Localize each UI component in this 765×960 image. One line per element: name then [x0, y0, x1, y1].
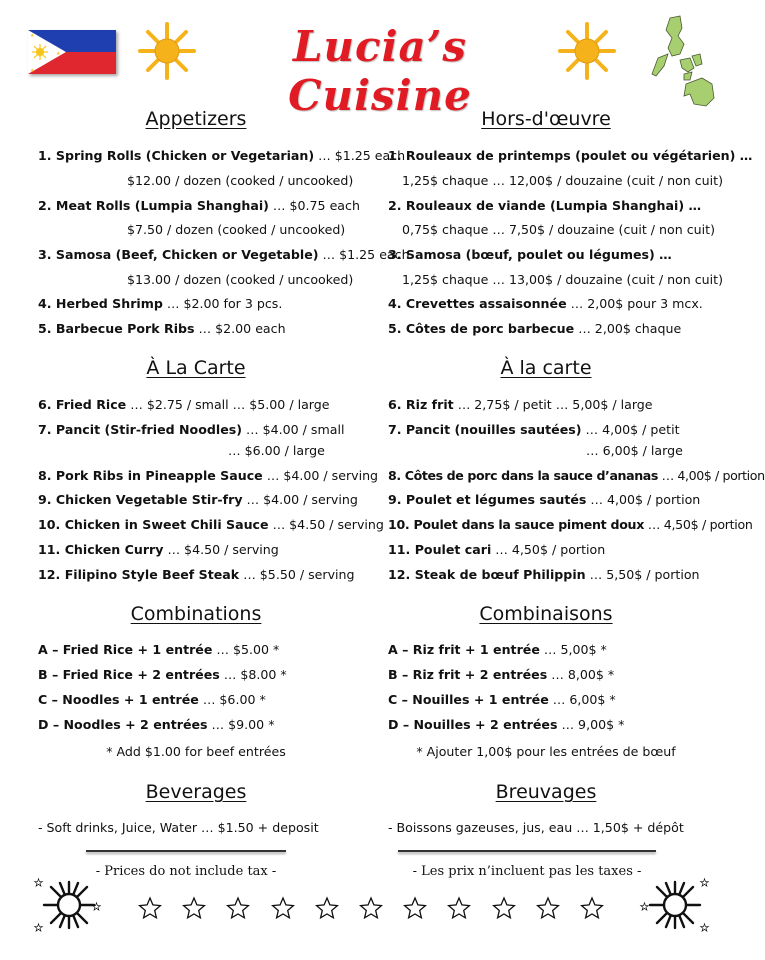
menu-item: 1. Spring Rolls (Chicken or Vegetarian) … $1.25 each — [38, 148, 406, 163]
menu-item: 9. Poulet et légumes sautés … 4,00$ / portion — [388, 492, 701, 507]
philippine-flag-icon — [28, 30, 116, 74]
star-icon — [536, 896, 560, 920]
svg-text:★: ★ — [34, 923, 43, 934]
restaurant-title: Lucia’s Cuisine — [288, 22, 472, 120]
menu-item: 8. Côtes de porc dans la sauce d’ananas … 4,00$ / portion — [388, 468, 765, 483]
menu-item-price: $12.00 / dozen (cooked / uncooked) — [127, 173, 354, 188]
menu-item: 4. Herbed Shrimp … $2.00 for 3 pcs. — [38, 296, 283, 311]
star-border — [138, 896, 604, 924]
star-icon — [138, 896, 162, 920]
svg-text:★: ★ — [30, 33, 35, 39]
menu-item: 11. Chicken Curry … $4.50 / serving — [38, 542, 279, 557]
sun-outline-icon — [640, 876, 710, 934]
menu-item: 4. Crevettes assaisonnée … 2,00$ pour 3 mcx. — [388, 296, 703, 311]
combo-item: C – Nouilles + 1 entrée … 6,00$ * — [388, 692, 616, 707]
star-icon — [580, 896, 604, 920]
combo-item: C – Noodles + 1 entrée … $6.00 * — [38, 692, 266, 707]
menu-item-price: $7.50 / dozen (cooked / uncooked) — [127, 222, 346, 237]
svg-text:★: ★ — [700, 923, 709, 934]
menu-item-price: $13.00 / dozen (cooked / uncooked) — [127, 272, 354, 287]
svg-text:★: ★ — [640, 902, 649, 913]
star-icon — [315, 896, 339, 920]
menu-item: 9. Chicken Vegetable Stir-fry … $4.00 / serving — [38, 492, 358, 507]
menu-item-price: 1,25$ chaque … 13,00$ / douzaine (cuit / non cuit) — [402, 272, 723, 287]
star-icon — [492, 896, 516, 920]
menu-item: 10. Chicken in Sweet Chili Sauce … $4.50 / serving — [38, 517, 384, 532]
menu-item-price: … 6,00$ / large — [586, 443, 683, 458]
menu-item: 7. Pancit (Stir-fried Noodles) … $4.00 / small — [38, 422, 345, 437]
menu-item: 12. Filipino Style Beef Steak … $5.50 / serving — [38, 567, 355, 582]
menu-item: 1. Rouleaux de printemps (poulet ou végétarien) … — [388, 148, 753, 163]
menu-item: 12. Steak de bœuf Philippin … 5,50$ / portion — [388, 567, 700, 582]
sun-icon — [138, 22, 196, 80]
combo-note: * Ajouter 1,00$ pour les entrées de bœuf — [416, 744, 676, 759]
heading-breuvages: Breuvages — [495, 781, 597, 803]
star-icon — [447, 896, 471, 920]
heading-a-la-carte-fr: À la carte — [500, 357, 592, 379]
svg-text:★: ★ — [34, 878, 43, 889]
heading-hors-doeuvre: Hors-d'œuvre — [481, 108, 611, 130]
combo-item: A – Riz frit + 1 entrée … 5,00$ * — [388, 642, 607, 657]
menu-item: 7. Pancit (nouilles sautées) … 4,00$ / petit — [388, 422, 680, 437]
divider — [398, 850, 656, 852]
menu-item: 6. Riz frit … 2,75$ / petit … 5,00$ / large — [388, 397, 653, 412]
menu-item: 5. Côtes de porc barbecue … 2,00$ chaque — [388, 321, 682, 336]
star-icon — [403, 896, 427, 920]
menu-item: 10. Poulet dans la sauce piment doux … 4,50$ / portion — [388, 517, 753, 532]
svg-text:★: ★ — [30, 68, 35, 74]
tax-note: - Les prix n’incluent pas les taxes - — [412, 864, 642, 879]
combo-item: B – Riz frit + 2 entrées … 8,00$ * — [388, 667, 615, 682]
svg-text:★: ★ — [56, 51, 61, 57]
philippines-map-icon — [650, 14, 720, 110]
combo-note: * Add $1.00 for beef entrées — [106, 744, 286, 759]
menu-item-price: 1,25$ chaque … 12,00$ / douzaine (cuit / non cuit) — [402, 173, 723, 188]
menu-item: 11. Poulet cari … 4,50$ / portion — [388, 542, 606, 557]
svg-text:★: ★ — [92, 902, 101, 913]
menu-item-price: … $6.00 / large — [228, 443, 325, 458]
menu-item: 2. Rouleaux de viande (Lumpia Shanghai) … — [388, 198, 702, 213]
star-icon — [226, 896, 250, 920]
divider — [86, 850, 286, 852]
combo-item: B – Fried Rice + 2 entrées … $8.00 * — [38, 667, 287, 682]
menu-item: 2. Meat Rolls (Lumpia Shanghai) … $0.75 each — [38, 198, 360, 213]
star-icon — [359, 896, 383, 920]
combo-item: A – Fried Rice + 1 entrée … $5.00 * — [38, 642, 280, 657]
beverage-line: - Boissons gazeuses, jus, eau … 1,50$ + dépôt — [388, 820, 684, 835]
menu-item: 3. Samosa (bœuf, poulet ou légumes) … — [388, 247, 672, 262]
heading-appetizers: Appetizers — [145, 108, 247, 130]
sun-icon — [558, 22, 616, 80]
star-icon — [182, 896, 206, 920]
svg-text:★: ★ — [700, 878, 709, 889]
tax-note: - Prices do not include tax - — [95, 864, 277, 879]
menu-item: 3. Samosa (Beef, Chicken or Vegetable) … $1.25 each — [38, 247, 410, 262]
combo-item: D – Nouilles + 2 entrées … 9,00$ * — [388, 717, 625, 732]
heading-combinaisons: Combinaisons — [479, 603, 613, 625]
heading-beverages: Beverages — [145, 781, 247, 803]
sun-outline-icon — [34, 876, 104, 934]
heading-a-la-carte: À La Carte — [146, 357, 246, 379]
menu-item: 8. Pork Ribs in Pineapple Sauce … $4.00 / serving — [38, 468, 379, 483]
star-icon — [271, 896, 295, 920]
beverage-line: - Soft drinks, Juice, Water … $1.50 + deposit — [38, 820, 319, 835]
combo-item: D – Noodles + 2 entrées … $9.00 * — [38, 717, 275, 732]
menu-item-price: 0,75$ chaque … 7,50$ / douzaine (cuit / non cuit) — [402, 222, 715, 237]
heading-combinations: Combinations — [130, 603, 262, 625]
menu-item: 6. Fried Rice … $2.75 / small … $5.00 / large — [38, 397, 330, 412]
menu-item: 5. Barbecue Pork Ribs … $2.00 each — [38, 321, 286, 336]
